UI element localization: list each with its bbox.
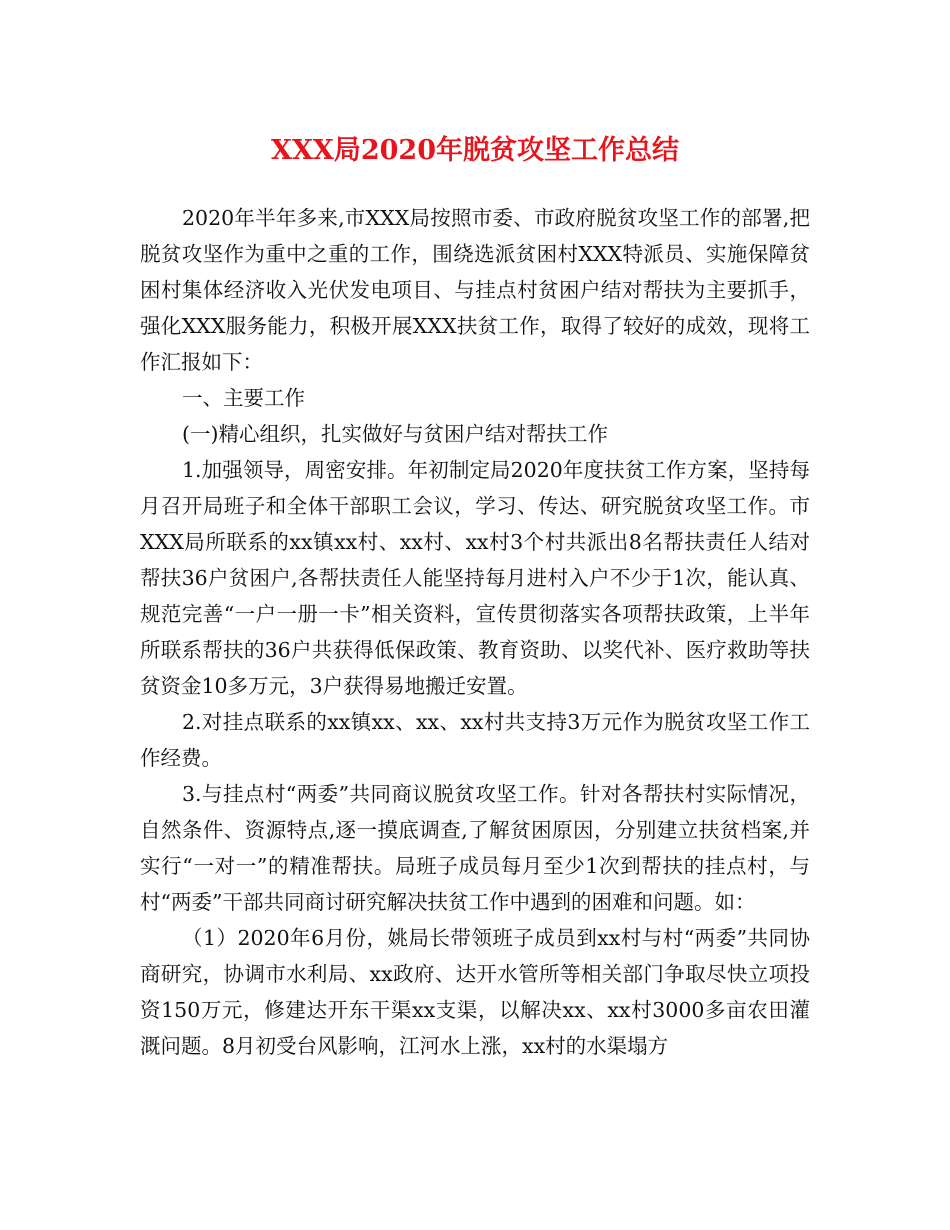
document-title: XXX局2020年脱贫攻坚工作总结 <box>271 135 679 166</box>
section-heading-main-work: 一、主要工作 <box>182 386 305 410</box>
paragraph-item-1: 1.加强领导，周密安排。年初制定局2020年度扶贫工作方案，坚持每月召开局班子和全体干部职工会议，学习、传达、研究脱贫攻坚工作。市XXX局所联系的xx镇xx村、xx村、xx村3个村共派出8名帮扶责任人结对帮扶36户贫困户,各帮扶责任人能坚持每月进村入户不少于1次，能认真、规范完善“一户一册一卡”相关资料，宣传贯彻落实各项帮扶政策，上半年所联系帮扶的36户共获得低保政策、教育资助、以奖代补、医疗救助等扶贫资金10多万元，3户获得易地搬迁安置。 <box>140 458 810 698</box>
paragraph-intro: 2020年半年多来,市XXX局按照市委、市政府脱贫攻坚工作的部署,把脱贫攻坚作为重中之重的工作，围绕选派贫困村XXX特派员、实施保障贫困村集体经济收入光伏发电项目、与挂点村贫困户结对帮扶为主要抓手，强化XXX服务能力，积极开展XXX扶贫工作，取得了较好的成效，现将工作汇报如下： <box>140 206 810 374</box>
paragraph-sub-item-1: （1）2020年6月份，姚局长带领班子成员到xx村与村“两委”共同协商研究，协调市水利局、xx政府、达开水管所等相关部门争取尽快立项投资150万元，修建达开东干渠xx支渠，以解决xx、xx村3000多亩农田灌溉问题。8月初受台风影响，江河水上涨，xx村的水渠塌方 <box>140 926 810 1058</box>
paragraph-item-2: 2.对挂点联系的xx镇xx、xx、xx村共支持3万元作为脱贫攻坚工作工作经费。 <box>140 710 810 770</box>
paragraph-item-3: 3.与挂点村“两委”共同商议脱贫攻坚工作。针对各帮扶村实际情况，自然条件、资源特点,逐一摸底调查,了解贫困原因，分别建立扶贫档案,并实行“一对一”的精准帮扶。局班子成员每月至少1次到帮扶的挂点村，与村“两委”干部共同商讨研究解决扶贫工作中遇到的困难和问题。如： <box>140 782 810 914</box>
subsection-heading: (一)精心组织，扎实做好与贫困户结对帮扶工作 <box>182 422 608 446</box>
document-body <box>140 200 810 1064</box>
